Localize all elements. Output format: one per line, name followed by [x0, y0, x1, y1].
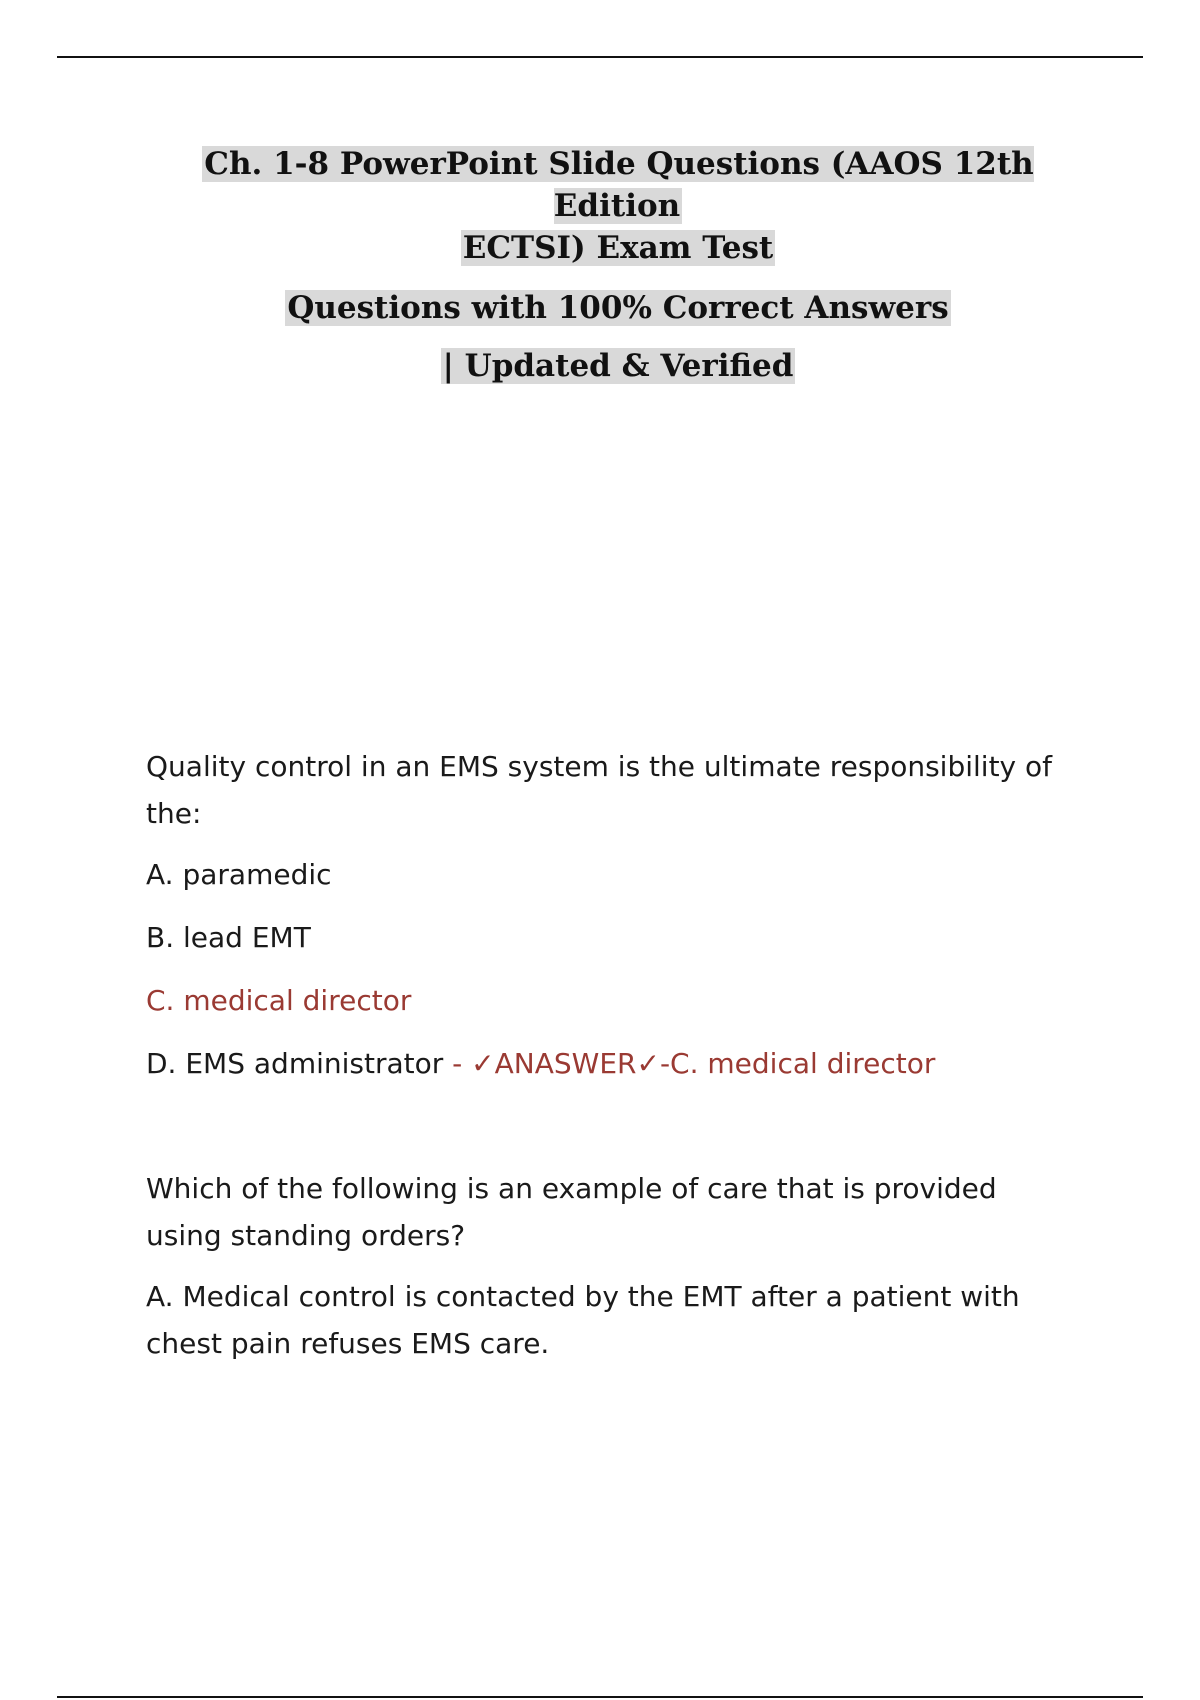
- option-b: B. lead EMT: [146, 921, 311, 954]
- document-title-block: [150, 143, 1086, 387]
- option-d: D. EMS administrator: [146, 1047, 444, 1080]
- title-line-2: ECTSI) Exam Test: [462, 230, 774, 266]
- answer-key: - ✓ANASWER✓-C. medical director: [443, 1047, 936, 1080]
- option-a: A. Medical control is contacted by the EMT after a patient with chest pain refuses EMS care.: [146, 1280, 1020, 1360]
- document-tagline: [150, 345, 1086, 387]
- document-title: [150, 143, 1086, 269]
- question-1: [146, 743, 1076, 1103]
- bottom-rule: [57, 1696, 1143, 1698]
- option-c-correct: C. medical director: [146, 984, 412, 1017]
- option-d-line: [146, 1040, 1076, 1087]
- option-a: A. paramedic: [146, 858, 332, 891]
- subtitle-text: Questions with 100% Correct Answers: [287, 290, 949, 326]
- document-subtitle: [150, 287, 1086, 329]
- question-stem: Quality control in an EMS system is the ultimate responsibility of the:: [146, 750, 1053, 830]
- title-line-1: Ch. 1-8 PowerPoint Slide Questions (AAOS 12th Edition: [204, 146, 1034, 224]
- question-stem: Which of the following is an example of care that is provided using standing orders?: [146, 1172, 997, 1252]
- question-2: [146, 1165, 1076, 1383]
- tagline-text: | Updated & Verified: [442, 348, 794, 384]
- top-rule: [57, 56, 1143, 58]
